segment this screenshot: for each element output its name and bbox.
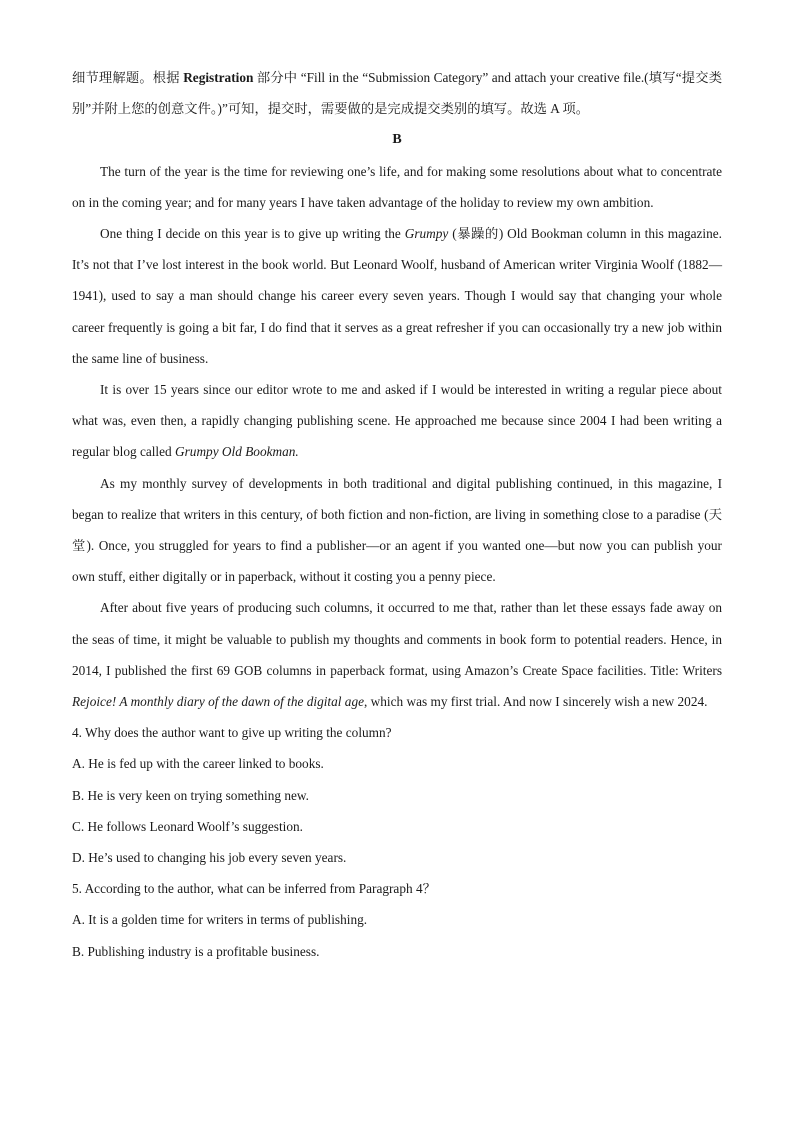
document-page <box>72 62 722 967</box>
explanation-bold-term: Registration <box>183 70 254 85</box>
question-5-option-b: B. Publishing industry is a profitable business. <box>72 943 320 959</box>
section-title: B <box>392 132 402 148</box>
p3-text-a: It is over 15 years since our editor wrote to me and asked if I would be interested in writing a regular piece about what was, even then, a rapidly changing publishing scene. He approached me because since 2004 I had been writing a regular blog called <box>72 382 722 460</box>
p2-italic: Grumpy <box>404 226 449 242</box>
p5-italic: Rejoice! A monthly diary of the dawn of the digital age <box>72 694 364 710</box>
passage-paragraph-3 <box>72 374 722 468</box>
p2-text-a: One thing I decide on this year is to give up writing the <box>100 226 405 242</box>
question-4-option-b: B. He is very keen on trying something new. <box>72 787 309 803</box>
answer-explanation <box>72 62 722 124</box>
question-5-stem: 5. According to the author, what can be inferred from Paragraph 4？ <box>72 881 436 897</box>
p5-text-b: , which was my first trial. And now I sincerely wish a new 2024. <box>364 694 708 710</box>
p3-italic: Grumpy Old Bookman. <box>175 444 299 460</box>
p5-text-a: After about five years of producing such columns, it occurred to me that, rather than let these essays fade away on the seas of time, it might be valuable to publish my thoughts and comments in book form to potential readers. Hence, in 2014, I published the first 69 GOB columns in paperback format, using Amazon’s Create Space facilities. Title: Writers <box>72 600 722 678</box>
question-4-stem: 4. Why does the author want to give up writing the column? <box>72 725 392 741</box>
passage-paragraph-4: As my monthly survey of developments in both traditional and digital publishing continued, in this magazine, I began to realize that writers in this century, of both fiction and non-fiction, are living in something close to a paradise (天堂). Once, you struggled for years to find a publisher—or an agent if you wanted one—but now you can publish your own stuff, either digitally or in paperback, without it costing you a penny piece. <box>72 475 722 585</box>
question-4-option-c: C. He follows Leonard Woolf’s suggestion. <box>72 818 303 834</box>
explanation-suffix: 部分中 “Fill in the “Submission Category” and attach your creative file.(填写“提交类别”并附上您的创意文件。)”可知，提交时，需要做的是完成提交类别的填写。故选 A 项。 <box>72 70 722 117</box>
question-4-option-d: D. He’s used to changing his job every seven years. <box>72 850 347 866</box>
explanation-prefix: 细节理解题。根据 <box>72 70 184 85</box>
passage-paragraph-5 <box>72 592 722 717</box>
p2-text-b: (暴躁的) Old Bookman column in this magazine. It’s not that I’ve lost interest in the book world. But Leonard Woolf, husband of American writer Virginia Woolf (1882—1941), used to say a man should change his career every seven years. Though I would say that changing your whole career frequently is going a bit far, I do find that it serves as a great refresher if you can occasionally try a new job within the same line of business. <box>72 226 723 366</box>
question-5-option-a: A. It is a golden time for writers in terms of publishing. <box>72 912 368 928</box>
question-4-option-a: A. He is fed up with the career linked to books. <box>72 756 324 772</box>
passage-paragraph-1: The turn of the year is the time for reviewing one’s life, and for making some resolutions about what to concentrate on in the coming year; and for many years I have taken advantage of the holiday to review my own ambition. <box>72 163 722 210</box>
passage-paragraph-2 <box>72 218 722 374</box>
